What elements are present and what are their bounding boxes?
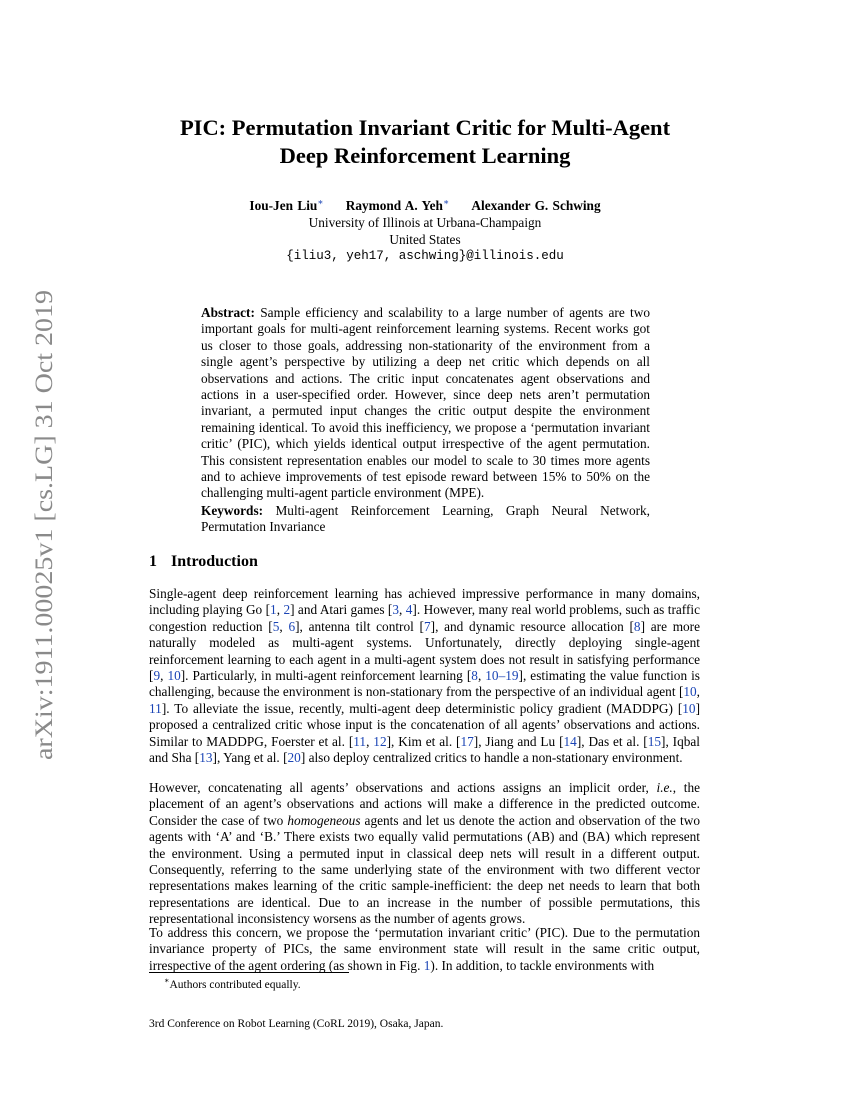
citation-link[interactable]: 11 bbox=[149, 700, 162, 716]
venue-footer: 3rd Conference on Robot Learning (CoRL 2019), Osaka, Japan. bbox=[149, 1018, 444, 1030]
intro-paragraph-3: To address this concern, we propose the ‘permutation invariant critic’ (PIC). Due to the permutation invariance property of PICs, the same environment state will result in the same critic output, irrespective of the agent ordering (as shown in Fig. 1). In addition, to tackle environments with bbox=[149, 925, 700, 973]
citation-link[interactable]: 10 bbox=[167, 668, 181, 684]
citation-link[interactable]: 3 bbox=[392, 602, 400, 618]
citation-link[interactable]: 10 bbox=[682, 700, 696, 716]
section-title: Introduction bbox=[171, 553, 258, 570]
keywords-text: Multi-agent Reinforcement Learning, Graph Neural Network, Permutation Invariance bbox=[201, 503, 650, 535]
author-names bbox=[100, 194, 750, 214]
section-heading-introduction bbox=[149, 553, 258, 571]
title-line-1: PIC: Permutation Invariant Critic for Multi-Agent bbox=[179, 115, 671, 140]
citation-link[interactable]: 1 bbox=[270, 602, 277, 618]
emails: {iliu3, yeh17, aschwing}@illinois.edu bbox=[286, 249, 564, 263]
citation-link[interactable]: 13 bbox=[199, 750, 213, 766]
abstract-text: Sample efficiency and scalability to a large number of agents are two important goals for multi-agent reinforcement learning systems. Recent works got us closer to those goals, addressing non-stationarity of the environment from a single agent’s perspective by utilizing a deep net critic which depends on all observations and actions. The critic input concatenates agent observations and actions in a user-specified order. However, since deep nets aren’t permutation invariant, a permuted input changes the critic output despite the environment remaining identical. To avoid this inefficiency, we propose a ‘permutation invariant critic’ (PIC), which yields identical output irrespective of the agent permutation. This consistent representation enables our model to scale to 30 times more agents and to achieve improvements of test episode reward between 15% to 50% on the challenging multi-agent particle environment (MPE). bbox=[201, 305, 651, 501]
italic-homogeneous: homogeneous bbox=[287, 812, 361, 828]
keywords-label: Keywords: bbox=[201, 503, 264, 518]
citation-link[interactable]: 2 bbox=[283, 602, 291, 618]
citation-link[interactable]: 8 bbox=[471, 668, 478, 684]
footnote-mark: ∗ bbox=[164, 976, 170, 985]
author-1: Iou-Jen Liu∗ bbox=[249, 197, 324, 213]
footnote-divider bbox=[149, 972, 349, 973]
citation-link[interactable]: 7 bbox=[423, 618, 431, 634]
title-line-2: Deep Reinforcement Learning bbox=[279, 143, 571, 168]
abstract-label: Abstract: bbox=[201, 305, 255, 320]
arxiv-identifier-stamp bbox=[22, 290, 62, 760]
citation-link[interactable]: 8 bbox=[633, 618, 641, 634]
footnote bbox=[164, 976, 301, 991]
citation-link[interactable]: 12 bbox=[373, 733, 387, 749]
affiliation: University of Illinois at Urbana-Champaign bbox=[308, 215, 542, 230]
footnote-text: Authors contributed equally. bbox=[169, 978, 301, 991]
citation-link[interactable]: 4 bbox=[405, 602, 413, 618]
citation-link[interactable]: 10 bbox=[683, 684, 697, 700]
citation-link[interactable]: 20 bbox=[287, 750, 301, 766]
italic-ie: i.e. bbox=[656, 780, 673, 795]
citation-link[interactable]: 17 bbox=[460, 733, 474, 749]
section-number: 1 bbox=[149, 553, 157, 570]
country: United States bbox=[389, 232, 461, 247]
citation-link[interactable]: 10–19 bbox=[485, 668, 519, 684]
arxiv-id-text: arXiv:1911.00025v1 [cs.LG] 31 Oct 2019 bbox=[31, 340, 58, 760]
citation-link[interactable]: 14 bbox=[563, 733, 577, 749]
citation-link[interactable]: 15 bbox=[647, 733, 662, 749]
figure-link[interactable]: 1 bbox=[423, 957, 431, 973]
arxiv-stamp-svg bbox=[22, 290, 62, 760]
abstract bbox=[201, 305, 650, 502]
intro-paragraph-2: However, concatenating all agents’ observations and actions assigns an implicit order, i.e., the placement of an agent’s observations and actions will make a difference in the predicted outcome. Consider the case of two homogeneous agents and let us denote the action and observation of the two agents with ‘A’ and ‘B.’ There exists two equally valid permutations (AB) and (BA) which represent the environment. Using a permuted input in classical deep nets will result in a different output. Consequently, referring to the same underlying state of the environment with two different vector representations makes learning of the critic sample-inefficient: the deep net needs to learn that both representations are identical. Due to an increase in the number of possible permutations, this representational inconsistency worsens as the number of agents grows. bbox=[149, 780, 701, 927]
citation-link[interactable]: 9 bbox=[153, 668, 161, 684]
citation-link[interactable]: 6 bbox=[288, 618, 296, 634]
citation-link[interactable]: 5 bbox=[272, 618, 280, 634]
author-3: Alexander G. Schwing bbox=[471, 198, 601, 213]
intro-paragraph-1: Single-agent deep reinforcement learning has achieved impressive performance in many domains, including playing Go [1, 2] and Atari games [3, 4]. However, many real world problems, such as traffic congestion reduction [5, 6], antenna tilt control [7], and dynamic resource allocation [8] are more naturally modeled as multi-agent systems. Unfortunately, directly deploying single-agent reinforcement learning to each agent in a multi-agent system does not result in satisfying performance [9, 10]. Particularly, in multi-agent reinforcement learning [8, 10–19], estimating the value function is challenging, because the environment is non-stationary from the perspective of an individual agent [10, 11]. To alleviate the issue, recently, multi-agent deep deterministic policy gradient (MADDPG) [10] proposed a centralized critic whose input is the concatenation of all agents’ observations and actions. Similar to MADDPG, Foerster et al. [11, 12], Kim et al. [17], Jiang and Lu [14], Das et al. [15], Iqbal and Sha [13], Yang et al. [20] also deploy centralized critics to handle a non-stationary environment. bbox=[149, 586, 701, 766]
keywords bbox=[201, 503, 650, 536]
author-2: Raymond A. Yeh∗ bbox=[345, 197, 450, 213]
citation-link[interactable]: 11 bbox=[353, 733, 367, 749]
author-block bbox=[100, 194, 750, 265]
paper-title bbox=[100, 114, 750, 170]
